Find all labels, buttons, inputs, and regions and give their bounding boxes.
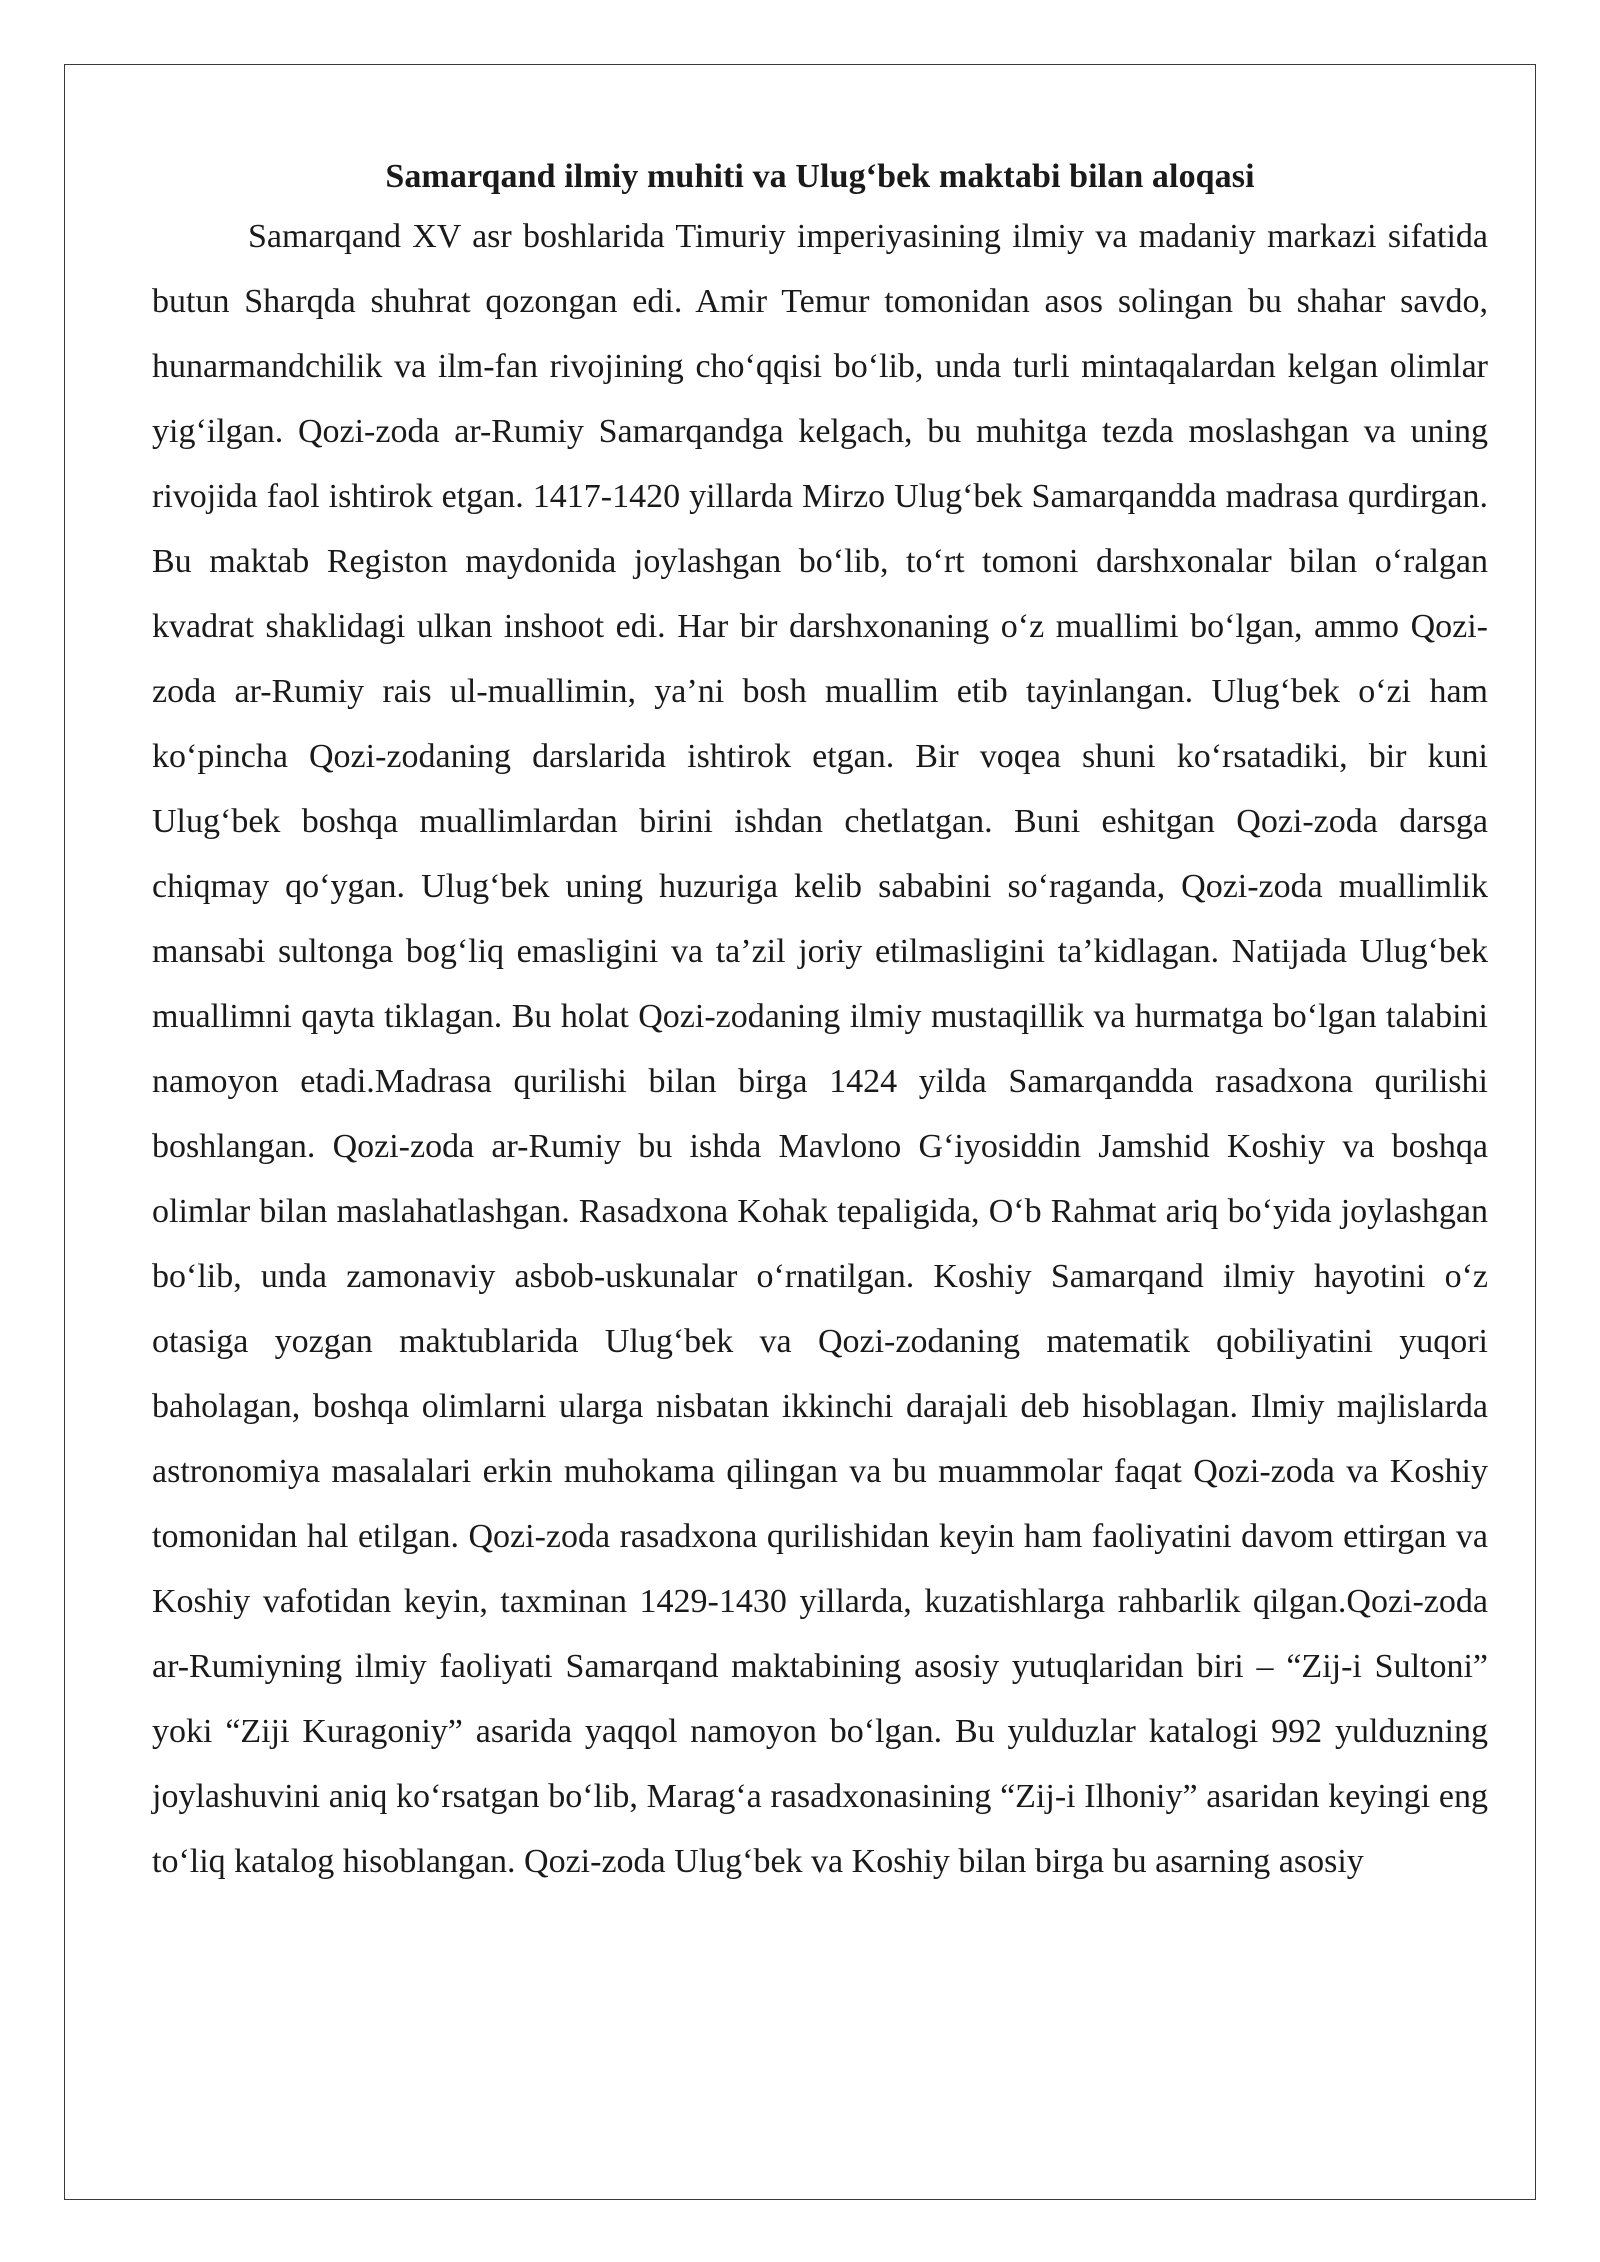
document-title: Samarqand ilmiy muhiti va Ulug‘bek maktabi bilan aloqasi bbox=[385, 158, 1255, 195]
document-body bbox=[152, 150, 1488, 1894]
body-paragraph: Samarqand XV asr boshlarida Timuriy imperiyasining ilmiy va madaniy markazi sifatida butun Sharqda shuhrat qozongan edi. Amir Temur tomonidan asos solingan bu shahar savdo, hunarmandchilik va ilm-fan rivojining cho‘qqisi bo‘lib, unda turli mintaqalardan kelgan olimlar yig‘ilgan. Qozi-zoda ar-Rumiy Samarqandga kelgach, bu muhitga tezda moslashgan va uning rivojida faol ishtirok etgan. 1417-1420 yillarda Mirzo Ulug‘bek Samarqandda madrasa qurdirgan. Bu maktab Registon maydonida joylashgan bo‘lib, to‘rt tomoni darshxonalar bilan o‘ralgan kvadrat shaklidagi ulkan inshoot edi. Har bir darshxonaning o‘z muallimi bo‘lgan, ammo Qozi-zoda ar-Rumiy rais ul-muallimin, ya’ni bosh muallim etib tayinlangan. Ulug‘bek o‘zi ham ko‘pincha Qozi-zodaning darslarida ishtirok etgan. Bir voqea shuni ko‘rsatadiki, bir kuni Ulug‘bek boshqa muallimlardan birini ishdan chetlatgan. Buni eshitgan Qozi-zoda darsga chiqmay qo‘ygan. Ulug‘bek uning huzuriga kelib sababini so‘raganda, Qozi-zoda muallimlik mansabi sultonga bog‘liq emasligini va ta’zil joriy etilmasligini ta’kidlagan. Natijada Ulug‘bek muallimni qayta tiklagan. Bu holat Qozi-zodaning ilmiy mustaqillik va hurmatga bo‘lgan talabini namoyon etadi.Madrasa qurilishi bilan birga 1424 yilda Samarqandda rasadxona qurilishi boshlangan. Qozi-zoda ar-Rumiy bu ishda Mavlono G‘iyosiddin Jamshid Koshiy va boshqa olimlar bilan maslahatlashgan. Rasadxona Kohak tepaligida, O‘b Rahmat ariq bo‘yida joylashgan bo‘lib, unda zamonaviy asbob-uskunalar o‘rnatilgan. Koshiy Samarqand ilmiy hayotini o‘z otasiga yozgan maktublarida Ulug‘bek va Qozi-zodaning matematik qobiliyatini yuqori baholagan, boshqa olimlarni ularga nisbatan ikkinchi darajali deb hisoblagan. Ilmiy majlislarda astronomiya masalalari erkin muhokama qilingan va bu muammolar faqat Qozi-zoda va Koshiy tomonidan hal etilgan. Qozi-zoda rasadxona qurilishidan keyin ham faoliyatini davom ettirgan va Koshiy vafotidan keyin, taxminan 1429-1430 yillarda, kuzatishlarga rahbarlik qilgan.Qozi-zoda ar-Rumiyning ilmiy faoliyati Samarqand maktabining asosiy yutuqlaridan biri – “Zij-i Sultoni” yoki “Ziji Kuragoniy” asarida yaqqol namoyon bo‘lgan. Bu yulduzlar katalogi 992 yulduzning joylashuvini aniq ko‘rsatgan bo‘lib, Marag‘a rasadxonasining “Zij-i Ilhoniy” asaridan keyingi eng to‘liq katalog hisoblangan. Qozi-zoda Ulug‘bek va Koshiy bilan birga bu asarning asosiy bbox=[152, 218, 1488, 1880]
